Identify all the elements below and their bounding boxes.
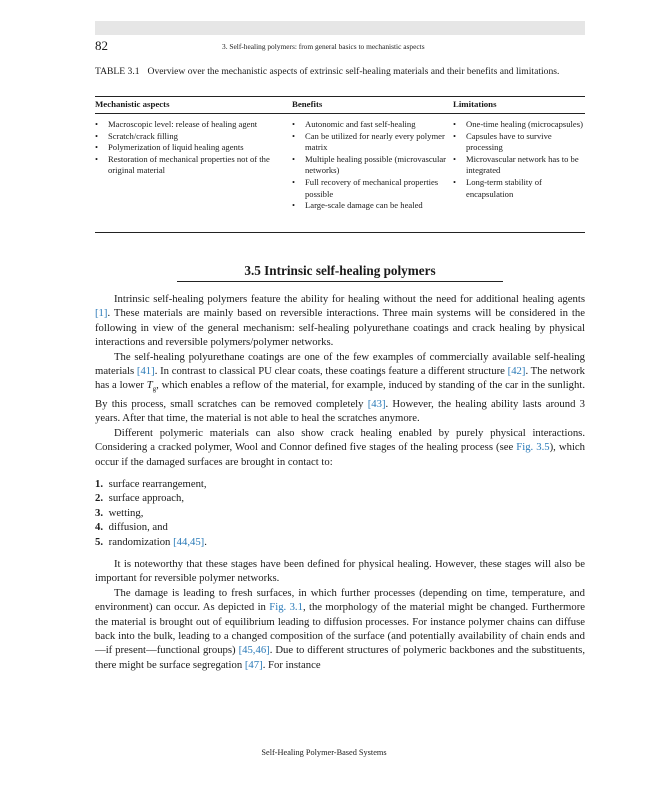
- list-item: • Can be utilized for nearly every polymer matrix: [292, 131, 450, 154]
- list-item: • Polymerization of liquid healing agents: [95, 142, 285, 154]
- list-item: • One-time healing (microcapsules): [453, 119, 585, 131]
- mechanistic-list: [95, 119, 285, 177]
- page-number: 82: [95, 38, 108, 53]
- citation-link[interactable]: [41]: [136, 365, 155, 378]
- table-header-benefits: Benefits: [292, 99, 323, 109]
- healing-stages-list: [95, 477, 585, 549]
- figure-link[interactable]: Fig. 3.5: [516, 441, 550, 454]
- list-item: • Scratch/crack filling: [95, 131, 285, 143]
- paragraph: The self-healing polyurethane coatings are one of the few examples of commercially available self-healing materials [41]. In contrast to classical PU clear coats, these coatings feature a different structure [42]. The network has a lower $T_g$, which enables a reflow of the material, for example, induced by standing of the car in the sunlight. By this process, small scratches can be removed completely [43]. However, the healing ability lasts around 3 years. After that time, the material is not able to heal the scratches anymore.: [95, 350, 585, 425]
- list-item: • Restoration of mechanical properties not of the original material: [95, 154, 285, 177]
- table-bottom-rule: [95, 232, 585, 233]
- footer-book-title: Self-Healing Polymer-Based Systems: [261, 748, 387, 757]
- section-rule: [177, 281, 503, 282]
- benefits-list: [292, 119, 450, 212]
- section-title: Intrinsic self-healing polymers: [264, 263, 436, 278]
- list-item: • Multiple healing possible (microvascular networks): [292, 154, 450, 177]
- list-item: • Capsules have to survive processing: [453, 131, 585, 154]
- section-heading: [95, 263, 585, 279]
- body-text: [95, 292, 585, 672]
- list-item: 1. surface rearrangement,: [95, 478, 207, 491]
- citation-link[interactable]: [47]: [244, 658, 263, 671]
- tg-subscript: g: [152, 385, 157, 394]
- table-label: TABLE 3.1: [95, 66, 140, 77]
- list-item: • Full recovery of mechanical properties possible: [292, 177, 450, 200]
- list-item: • Autonomic and fast self-healing: [292, 119, 450, 131]
- list-item: 3. wetting,: [95, 506, 144, 519]
- citation-link[interactable]: [1]: [95, 307, 108, 320]
- section-number: 3.5: [244, 263, 261, 278]
- paragraph: Intrinsic self-healing polymers feature the ability for healing without the need for additional healing agents [1]. These materials are mainly based on reversible interactions. Three main systems will be considered in the following in view of the general mechanism: self-healing polyurethane coatings and crack healing by physical interactions and reversible polymers/polymer networks.: [95, 293, 585, 349]
- paragraph: It is noteworthy that these stages have been defined for physical healing. However, these stages will also be important for reversible polymer networks.: [95, 558, 585, 585]
- paragraph: The damage is leading to fresh surfaces, in which further processes (depending on time, temperature, and environment) can occur. As depicted in Fig. 3.1, the morphology of the material might be changed. Furthermore the material is brought out of equilibrium leading to diffusion processes. For instance polymer chains can diffuse back into the bulk, leading to a changed composition of the surface (and potentially availability of chain ends and—if present—functional groups) [45,46]. Due to different structures of polymeric backbones and the substituents, there might be surface segregation [47]. For instance: [95, 586, 585, 671]
- running-head: 3. Self-healing polymers: from general basics to mechanistic aspects: [222, 42, 425, 51]
- tg-symbol: T: [146, 379, 153, 392]
- figure-link[interactable]: Fig. 3.1: [269, 601, 303, 614]
- table-header-rule: [95, 113, 585, 114]
- header-band: [95, 21, 585, 35]
- list-item: • Macroscopic level: release of healing agent: [95, 119, 285, 131]
- citation-link[interactable]: [45,46]: [238, 644, 270, 657]
- table-header-mechanistic: Mechanistic aspects: [95, 99, 170, 109]
- table-header-limitations: Limitations: [453, 99, 497, 109]
- table-caption-text: Overview over the mechanistic aspects of extrinsic self-healing materials and their benefits and limitations.: [147, 66, 560, 77]
- list-item: • Long-term stability of encapsulation: [453, 177, 585, 200]
- list-item: • Microvascular network has to be integrated: [453, 154, 585, 177]
- list-item: 2. surface approach,: [95, 492, 185, 505]
- limitations-list: [453, 119, 585, 200]
- citation-link[interactable]: [43]: [367, 397, 386, 410]
- list-item: 5. randomization [44,45].: [95, 535, 207, 548]
- list-item: 4. diffusion, and: [95, 521, 168, 534]
- table-caption: [95, 66, 585, 78]
- table-top-rule: [95, 96, 585, 97]
- list-item: • Large-scale damage can be healed: [292, 200, 450, 212]
- citation-link[interactable]: [44,45]: [173, 535, 205, 548]
- paragraph: Different polymeric materials can also show crack healing enabled by purely physical interactions. Considering a cracked polymer, Wool and Connor defined five stages of the healing process (see Fig. 3.5), which occur if the damaged surfaces are brought in contact to:: [95, 426, 585, 468]
- citation-link[interactable]: [42]: [507, 365, 526, 378]
